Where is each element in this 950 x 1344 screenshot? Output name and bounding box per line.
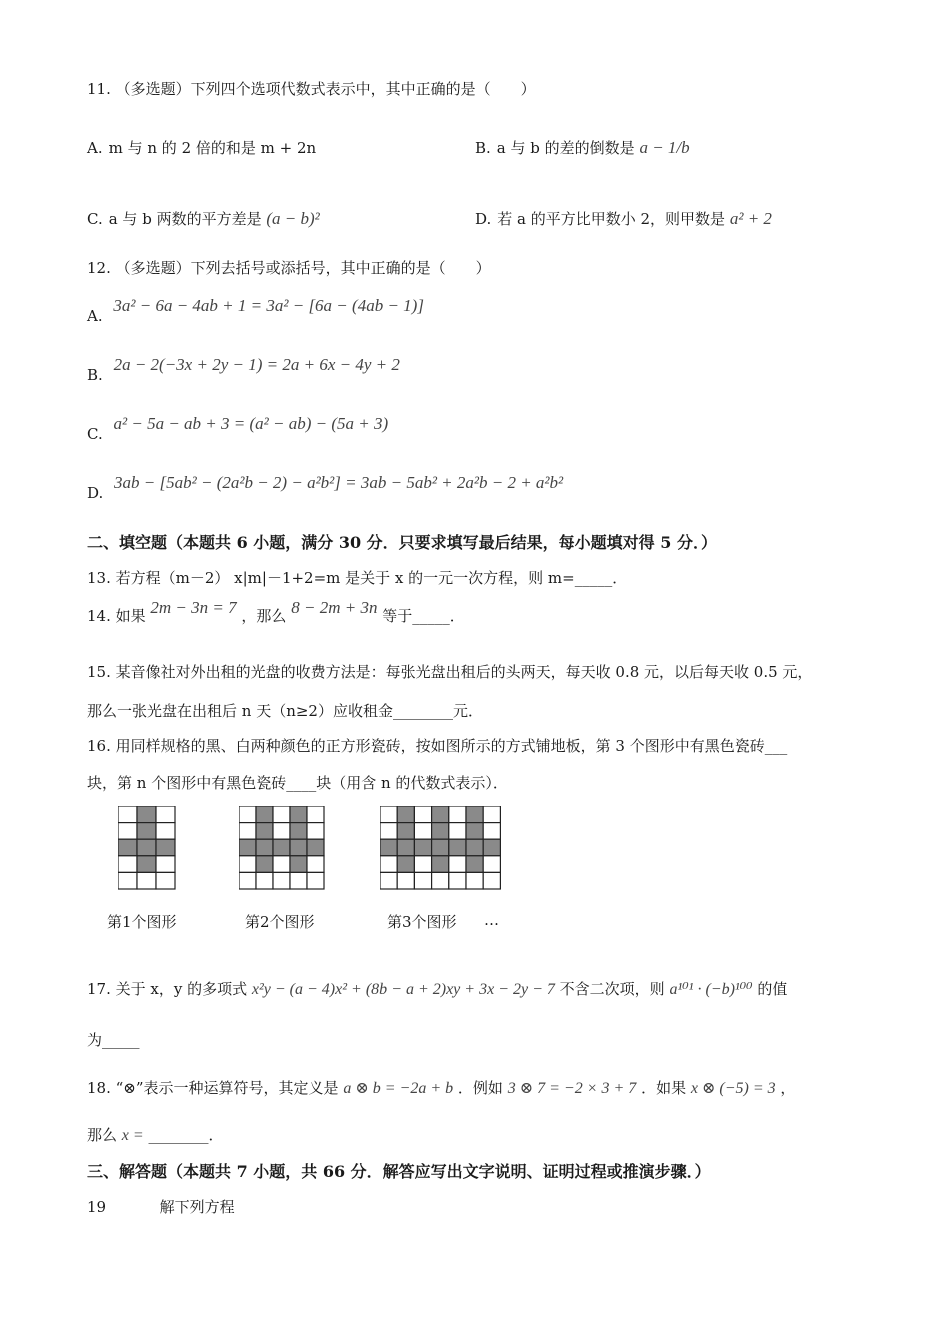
q11-b-label: B. (475, 139, 491, 157)
q18-answer-var: x = (121, 1127, 144, 1144)
q16-line-1: 16. 用同样规格的黑、白两种颜色的正方形瓷砖，按如图所示的方式铺地板，第 3 个图形中有黑色瓷砖___ (87, 737, 788, 755)
q11-option-d (475, 208, 772, 229)
q13: 13. 若方程（m－2） x|m|－1+2=m 是关于 x 的一元一次方程，则 m=_____． (87, 569, 628, 587)
q11-option-c (87, 208, 320, 229)
figure-2-caption: 第2个图形 (245, 913, 315, 931)
q14-pre: 14. 如果 (87, 607, 146, 625)
q12-option-c (87, 414, 389, 443)
figure-ellipsis: … (484, 911, 499, 929)
q11-d-label: D. (475, 210, 492, 228)
tile-figure-3 (380, 806, 502, 890)
q18-condition: x ⊗ (−5) = 3 (690, 1080, 776, 1097)
q11-option-b (475, 137, 690, 158)
q18-pre: 18. “⊗”表示一种运算符号，其定义是 (87, 1079, 339, 1097)
q12-c-label: C. (87, 425, 103, 443)
q14-post: 等于_____． (382, 607, 465, 625)
q19 (87, 1196, 235, 1217)
q11-c-math: (a − b)² (266, 209, 320, 228)
q11-title: 11. （多选题）下列四个选项代数式表示中，其中正确的是（ ） (87, 80, 536, 98)
q17-poly: x²y − (a − 4)x² + (8b − a + 2)xy + 3x − 2y − 7 (251, 981, 555, 998)
q12-option-b (87, 355, 400, 384)
q18-def: a ⊗ b = −2a + b (343, 1080, 454, 1097)
figure-1-caption: 第1个图形 (107, 913, 177, 931)
tile-figure-2 (239, 806, 325, 890)
q17-pre: 17. 关于 x，y 的多项式 (87, 980, 248, 998)
q12-d-label: D. (87, 484, 104, 502)
q12-b-label: B. (87, 366, 103, 384)
q12-a-label: A. (87, 307, 103, 325)
section-3-heading: 三、解答题（本题共 7 小题，共 66 分．解答应写出文字说明、证明过程或推演步骤．） (87, 1162, 711, 1181)
q12-title: 12. （多选题）下列去括号或添括号，其中正确的是（ ） (87, 259, 491, 277)
q12-option-a (87, 296, 424, 325)
q17-expr: a¹⁰¹ · (−b)¹⁰⁰ (669, 981, 753, 998)
q12-option-d (87, 473, 564, 502)
q18-line-2 (87, 1124, 224, 1145)
q12-d-math: 3ab − [5ab² − (2a²b − 2) − a²b²] = 3ab − 5ab² + 2a²b − 2 + a²b² (114, 473, 564, 492)
q14-eq: 2m − 3n = 7 (150, 598, 237, 617)
q11-b-math: a − 1/b (639, 138, 690, 157)
q17-line-1 (87, 978, 787, 999)
q11-b-text: a 与 b 的差的倒数是 (496, 139, 635, 157)
q17-post: 的值 (757, 980, 788, 998)
q11-option-a (87, 137, 316, 158)
q11-d-text: 若 a 的平方比甲数小 2，则甲数是 (497, 210, 726, 228)
section-2-heading: 二、填空题（本题共 6 小题，满分 30 分．只要求填写最后结果，每小题填对得 5 分．） (87, 533, 717, 552)
q18-mid2: ．如果 (641, 1079, 687, 1097)
q18-line-1 (87, 1077, 795, 1098)
q14 (87, 598, 465, 626)
tile-figure-1 (118, 806, 176, 890)
q11-c-text: a 与 b 两数的平方差是 (108, 210, 262, 228)
figure-3-caption: 第3个图形 (387, 913, 457, 931)
q11-a-text: m 与 n 的 2 倍的和是 m + 2n (108, 139, 317, 157)
q18-mid: ．例如 (457, 1079, 503, 1097)
q18-example: 3 ⊗ 7 = −2 × 3 + 7 (507, 1080, 637, 1097)
q14-mid: ，那么 (241, 607, 287, 625)
q19-number: 19 (87, 1198, 107, 1216)
q11-c-label: C. (87, 210, 103, 228)
q18-post: ， (780, 1079, 796, 1097)
q12-b-math: 2a − 2(−3x + 2y − 1) = 2a + 6x − 4y + 2 (113, 355, 400, 374)
q18-line2-pre: 那么 (87, 1126, 118, 1144)
q16-line-2: 块，第 n 个图形中有黑色瓷砖____块（用含 n 的代数式表示）． (87, 774, 508, 792)
q15-line-2: 那么一张光盘在出租后 n 天（n≥2）应收租金________元． (87, 702, 483, 720)
q11-a-label: A. (87, 139, 103, 157)
q19-text: 解下列方程 (159, 1198, 235, 1216)
q18-blank: ________． (148, 1126, 224, 1144)
q12-c-math: a² − 5a − ab + 3 = (a² − ab) − (5a + 3) (113, 414, 389, 433)
q12-a-math: 3a² − 6a − 4ab + 1 = 3a² − [6a − (4ab − 1)] (113, 296, 424, 315)
q15-line-1: 15. 某音像社对外出租的光盘的收费方法是：每张光盘出租后的头两天，每天收 0.8 元，以后每天收 0.5 元， (87, 663, 813, 681)
q17-mid: 不含二次项，则 (559, 980, 665, 998)
q17-line-2: 为_____ (87, 1031, 140, 1049)
q11-d-math: a² + 2 (729, 209, 772, 228)
q14-expr: 8 − 2m + 3n (291, 598, 378, 617)
